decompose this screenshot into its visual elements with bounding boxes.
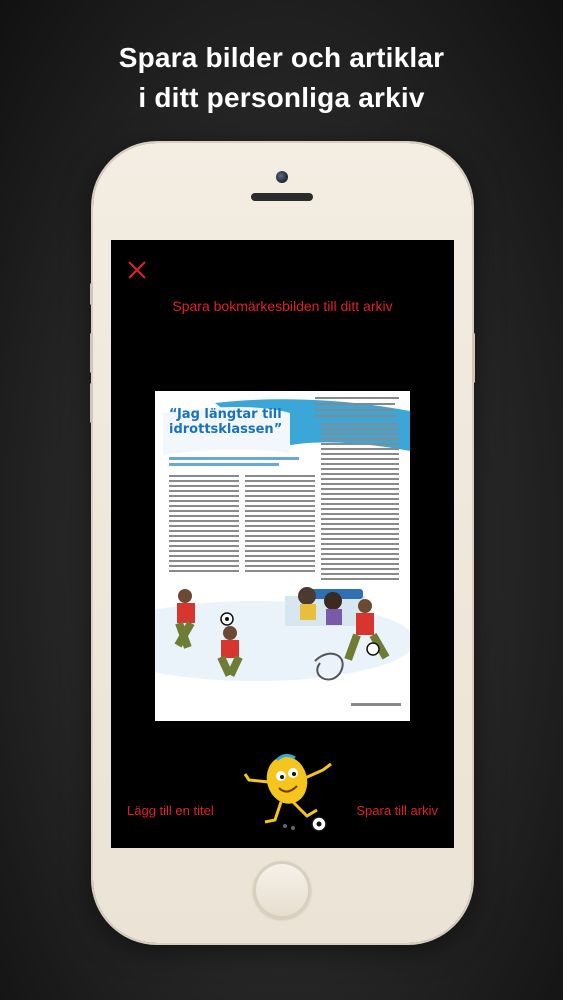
- app-screen: [111, 240, 454, 848]
- article-title: [169, 407, 301, 437]
- article-text-column-2: [245, 475, 315, 575]
- volume-down-button: [90, 383, 93, 423]
- power-button: [472, 333, 475, 383]
- volume-up-button: [90, 333, 93, 373]
- add-title-button[interactable]: Lägg till en titel: [127, 803, 214, 818]
- screen-title: Spara bokmärkesbilden till ditt arkiv: [172, 298, 393, 314]
- earpiece-speaker: [251, 193, 313, 201]
- headline-line-2: i ditt personliga arkiv: [138, 82, 425, 113]
- article-text-column-1: [169, 475, 239, 575]
- article-title-line-2: idrottsklassen”: [169, 422, 283, 437]
- front-camera: [276, 171, 288, 183]
- home-button[interactable]: [253, 861, 311, 919]
- mascot-illustration: [241, 740, 337, 838]
- article-text-column-3: [321, 423, 399, 583]
- bookmark-image: [155, 391, 410, 721]
- close-button[interactable]: [125, 258, 149, 282]
- mute-switch: [90, 283, 93, 305]
- headline-line-1: Spara bilder och artiklar: [118, 42, 445, 73]
- close-icon: [125, 258, 149, 282]
- save-to-archive-button[interactable]: Spara till arkiv: [356, 803, 438, 818]
- phone-frame: [93, 143, 472, 943]
- article-title-line-1: “Jag längtar till: [169, 407, 282, 422]
- headline: [0, 38, 563, 118]
